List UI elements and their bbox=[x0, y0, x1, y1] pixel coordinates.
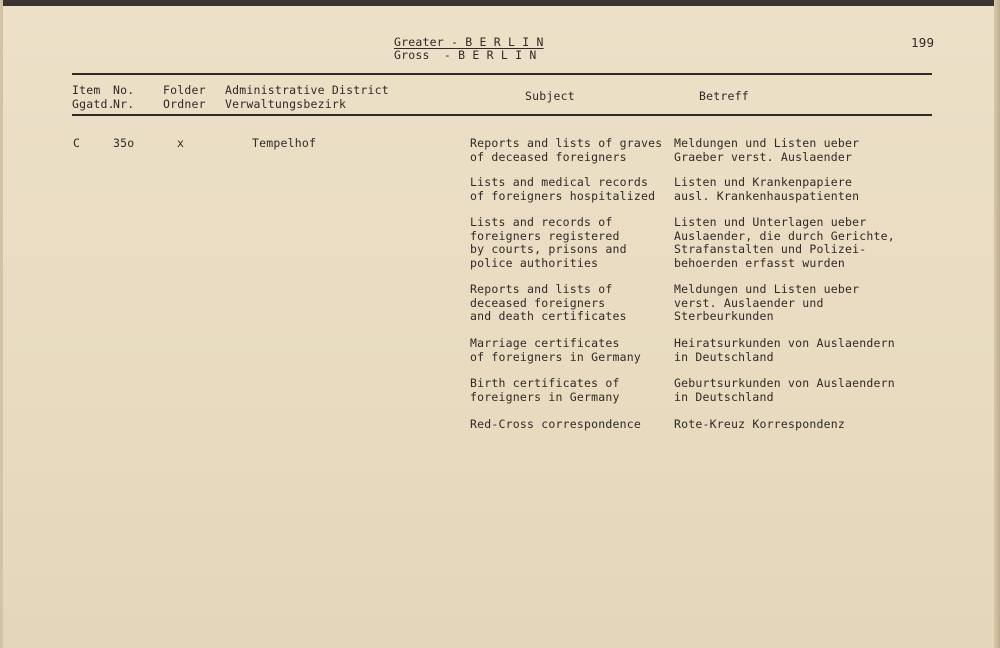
entry-betreff: Rote-Kreuz Korrespondenz bbox=[674, 417, 845, 431]
page-number: 199 bbox=[911, 35, 935, 50]
entry-subject: Birth certificates of foreigners in Germany bbox=[470, 376, 620, 404]
column-header-folder: Folder Ordner bbox=[163, 83, 206, 111]
page-top-edge bbox=[0, 0, 1000, 6]
page-left-edge bbox=[0, 0, 3, 648]
row-folder: x bbox=[177, 136, 185, 150]
entry-subject: Reports and lists of graves of deceased foreigners bbox=[470, 136, 663, 164]
entry-betreff: Heiratsurkunden von Auslaendern in Deutschland bbox=[674, 336, 895, 364]
title-line-2: Gross - B E R L I N bbox=[394, 48, 537, 62]
entry-betreff: Listen und Krankenpapiere ausl. Krankenhauspatienten bbox=[674, 175, 860, 203]
entry-betreff: Listen und Unterlagen ueber Auslaender, die durch Gerichte, Strafanstalten und Polizei- behoerden erfasst wurden bbox=[674, 215, 895, 270]
row-district: Tempelhof bbox=[252, 136, 317, 150]
entry-betreff: Meldungen und Listen ueber verst. Auslaender und Sterbeurkunden bbox=[674, 282, 860, 323]
column-header-no: No. Nr. bbox=[113, 83, 135, 111]
row-item: C bbox=[73, 136, 81, 150]
column-header-subject: Subject bbox=[525, 89, 575, 103]
title-line-1: Greater - B E R L I N bbox=[394, 35, 544, 49]
entry-subject: Red-Cross correspondence bbox=[470, 417, 641, 431]
entry-subject: Reports and lists of deceased foreigners and death certificates bbox=[470, 282, 627, 323]
page-right-edge bbox=[994, 0, 1000, 648]
column-header-item: Item Ggatd. bbox=[72, 83, 115, 111]
entry-subject: Lists and medical records of foreigners hospitalized bbox=[470, 175, 656, 203]
entry-betreff: Geburtsurkunden von Auslaendern in Deutschland bbox=[674, 376, 895, 404]
entry-betreff: Meldungen und Listen ueber Graeber verst. Auslaender bbox=[674, 136, 860, 164]
row-no: 35o bbox=[113, 136, 135, 150]
column-header-betreff: Betreff bbox=[699, 89, 749, 103]
entry-subject: Marriage certificates of foreigners in Germany bbox=[470, 336, 641, 364]
column-header-district: Administrative District Verwaltungsbezirk bbox=[225, 83, 389, 111]
entry-subject: Lists and records of foreigners registered by courts, prisons and police authorities bbox=[470, 215, 627, 270]
header-bottom-rule bbox=[72, 114, 932, 116]
header-top-rule bbox=[72, 73, 932, 75]
